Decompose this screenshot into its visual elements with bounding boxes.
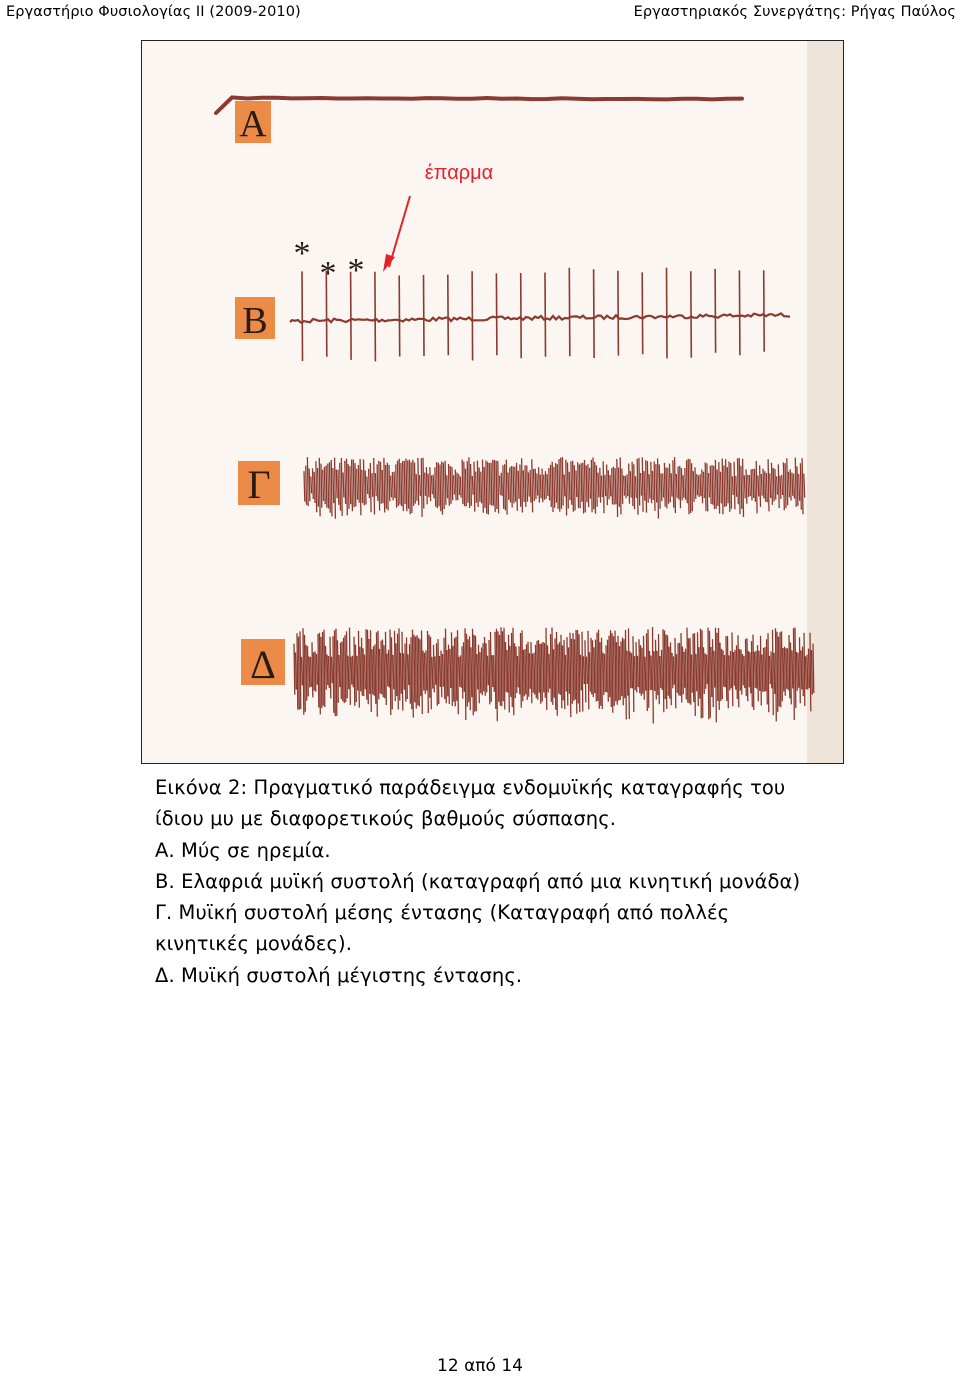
page-number: 12 από 14 — [437, 1356, 523, 1376]
trace-d-maximal-contraction — [294, 627, 814, 724]
label-c: Γ — [247, 462, 271, 507]
header-right: Εργαστηριακός Συνεργάτης: Ρήγας Παύλος — [633, 4, 956, 20]
trace-b-spike — [764, 270, 765, 352]
trace-d-signal — [294, 627, 814, 724]
trace-b-spike — [375, 272, 376, 362]
trace-b-spike — [326, 271, 327, 357]
trace-b-spike — [496, 273, 497, 355]
header-left: Εργαστήριο Φυσιολογίας ΙΙ (2009-2010) — [6, 4, 301, 20]
trace-b-spike — [618, 271, 619, 356]
trace-b-spike — [642, 272, 643, 354]
asterisk-marker: * — [319, 255, 337, 292]
trace-b-spike — [472, 271, 473, 360]
caption-line: Δ. Μυϊκή συστολή μέγιστης έντασης. — [155, 963, 523, 987]
trace-b-spike — [448, 275, 449, 356]
caption-line: Γ. Μυϊκή συστολή μέσης έντασης (Καταγραφή από πολλές — [155, 901, 730, 925]
trace-b-spike — [521, 273, 522, 358]
figure-caption — [155, 772, 875, 991]
trace-b-spike — [715, 269, 716, 353]
caption-line: ίδιου μυ με διαφορετικούς βαθμούς σύσπασης. — [155, 807, 617, 831]
trace-b-spike — [545, 273, 546, 357]
emg-recording-image — [142, 41, 843, 763]
caption-line: κινητικές μονάδες). — [155, 932, 353, 956]
scan-shadow — [807, 41, 843, 763]
annotation-arrow-head — [383, 254, 395, 272]
trace-b-spike — [739, 270, 740, 355]
caption-line: Β. Ελαφριά μυϊκή συστολή (καταγραφή από μια κινητική μονάδα) — [155, 869, 801, 893]
spike-annotation-label: έπαρμα — [424, 162, 494, 184]
trace-b-spike — [594, 269, 595, 358]
asterisk-marker: * — [293, 235, 311, 272]
trace-b-spike — [569, 268, 570, 357]
trace-c-moderate-contraction — [304, 457, 805, 519]
trace-b-spike — [351, 272, 352, 360]
caption-line: Εικόνα 2: Πραγματικό παράδειγμα ενδομυϊκής καταγραφής του — [155, 776, 786, 799]
label-b: Β — [242, 300, 268, 342]
trace-b-spike — [399, 276, 400, 357]
trace-a-resting — [216, 97, 742, 113]
trace-b-single-motor-unit — [290, 268, 790, 362]
trace-c-signal — [304, 457, 805, 519]
trace-b-spike — [302, 271, 303, 361]
label-d: Δ — [250, 642, 276, 687]
label-a: Α — [239, 103, 267, 145]
asterisk-marker: * — [347, 252, 365, 289]
trace-b-spike — [424, 275, 425, 356]
trace-b-spike — [691, 271, 692, 358]
emg-figure — [141, 40, 844, 764]
trace-b-spike — [667, 268, 668, 359]
caption-line: Α. Μύς σε ηρεμία. — [155, 838, 331, 862]
